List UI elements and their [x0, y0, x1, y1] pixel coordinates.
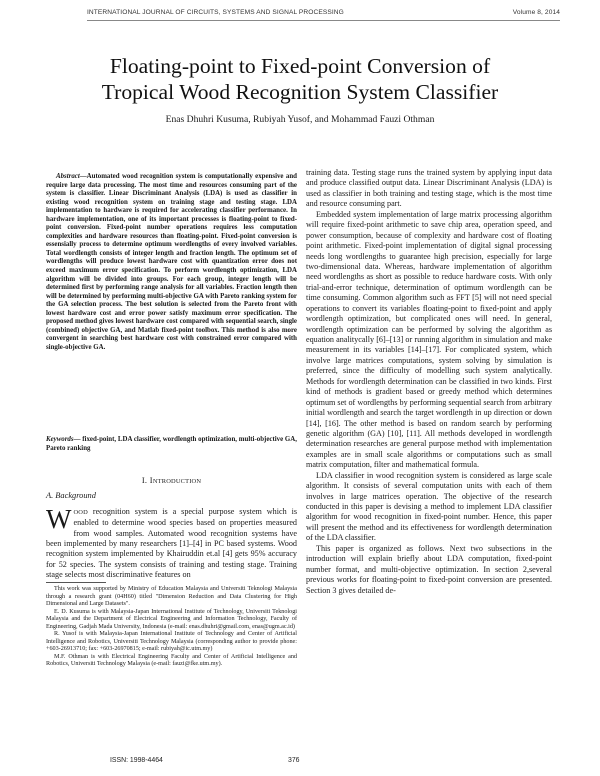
body-paragraph: This paper is organized as follows. Next two subsections in the introduction will explain briefly about LDA computation, fixed-point number format, and multi-objective optimization. In section 2,several previous works for floating-point to fixed-point conversion are presented. Section 3 gives detailed de- [306, 543, 552, 595]
section-number: I. [141, 476, 148, 485]
header-rule [87, 20, 560, 21]
title-line-1: Floating-point to Fixed-point Conversion of [109, 54, 491, 78]
footnote-funding: This work was supported by Ministry of Education Malaysia and Universiti Teknologi Malaysia through a research grant (04H60) titled "Dimension Reduction and Data Clustering for High Dimensional and Large Datasets". [46, 586, 297, 608]
abstract [46, 173, 297, 352]
keywords-label: Keywords [46, 436, 74, 443]
journal-name: INTERNATIONAL JOURNAL OF CIRCUITS, SYSTEMS AND SIGNAL PROCESSING [87, 9, 344, 16]
intro-lead: OOD [73, 509, 88, 516]
body-paragraph: Embedded system implementation of large matrix processing algorithm will require fixed-point arithmetic to save chip area, operation speed, and power consumption, because of complexity and hardware cost of floating point arithmetic. Fixed-point implementation of digital signal processing needs long wordlengths to guarantee high precision, especially for large two-dimensional data. Whereas, hardware implementation of algorithm need wordlengths as short as possible to reduce hardware costs. With only trial-and-error technique, determination of optimum wordlength can be time consuming. Common algorithm such as FFT [5] will not need special operations to convert its variables floating-point to fixed-point and apply wordlength optimization, but complicated ones will need. In general, wordlength optimization can be performed by solving the algorithm as equation analitycally [6]–[13] or running algorithm in simulation and make measurement in its variables [14]–[17]. For complicated system, which involve large matrices computations, system solving by simulation is preferred, since the difficulty of modelling such system analytically. Methods for wordlength determination can be classified in two kinds. First kind of methods is gradient based or greedy method which determines optimum set of wordlengths by performing sequential search from arbitrary initial wordlength and search the target wordlength in up direction or down [14], [16]. The other method is based on random search by performing genetic algorithm (GA) [10], [11]. All methods developed in wordlength determination researches are general purpose method with implementation examples are in small scale algorithms or computations such as small matrix computation, filter and mathematical formula. [306, 209, 552, 470]
paper-title [60, 53, 540, 105]
abstract-label: Abstract [56, 173, 80, 180]
footnote-rule [46, 582, 106, 583]
footnote-author-1: E. D. Kusuma is with Malaysia-Japan International Institute of Technology, Universiti Teknologi Malaysia and the Department of Electrical Engineering and Information Technology, Faculty of Engineering, Gadjah Mada University, Indonesia (e-mail: enas.dhuhri@gmail.com, enas@ugm.ac.id) [46, 608, 297, 630]
footnote-author-2: R. Yusof is with Malaysia-Japan International Institute of Technology and Center of Artificial Intelligence and Robotics, Universiti Technology Malaysia (corresponding author to provide phone: +603-26913710; fax: +603-26970815; e-mail: rubiyah@ic.utm.my) [46, 631, 297, 653]
right-column [306, 168, 552, 596]
keywords [46, 436, 297, 453]
intro-text: recognition system is a special purpose system which is enabled to determine wood species based on properties measured from wood samples. Automated wood recognition systems have been implemented by many researchers [1]–[4] in PC based systems. Wood recognition system implemented by Khairuddin et.al [4] gets 95% accuracy for 52 species. The system consists of training and testing stage. Training stage selects most discriminative features on [46, 507, 297, 580]
footnotes [46, 586, 297, 669]
volume-label: Volume 8, 2014 [512, 9, 560, 16]
abstract-text: —Automated wood recognition system is computationally expensive and require large data processing. The most time and resources consuming part of the system is classifier. Linear Discriminant Analysis (LDA) is used as classifier in existing wood recognition system on training stage and testing stage. LDA implementation to hardware is required for accelerating classifier performance. In hardware implementation, one of its important processes is floating-point to fixed-point conversion. Fixed-point number operations requires less computation complexities and hardware resources than floating-point. Fixed-point conversion is essensially process to determine optimum wordlengths of every involved variables. Total wordlength consists of integer length and fraction length. The optimum set of wordlengths will produce lowest hardware cost with quantization error does not exceed maximum error specification. To perform wordlength optimization, LDA algorithm will be divided into groups. For each group, integer length will be determined first by performing range analysis for all variables. Fraction length then will be determined by performing multi-objective GA with Pareto ranking system for the GA selection process. The best solution is selected from the Pareto front with lowest hardware cost and error power satisfy maximum error specification. The proposed method gives lowest hardware cost compared with sequential search, single (combined) objective GA, and Matlab fixed-point toolbox. This method is also more convergent in searching best hardware cost with constrained error compared with single-objective GA. [46, 173, 297, 351]
issn: ISSN: 1998-4464 [110, 757, 163, 764]
section-heading [46, 476, 297, 485]
intro-paragraph [46, 504, 297, 580]
subsection-heading: A. Background [46, 491, 96, 500]
section-title-rest: NTRODUCTION [152, 478, 202, 485]
body-paragraph: training data. Testing stage runs the trained system by applying input data and produce classified output data. Linear Discriminant Analysis (LDA) is used as classifier in both training and testing stage, which is the most time and resource consuming part. [306, 168, 552, 209]
drop-cap: W [46, 504, 72, 534]
page-number: 376 [288, 757, 300, 764]
title-line-2: Tropical Wood Recognition System Classifier [101, 80, 499, 104]
section-title-initial: I [149, 476, 153, 485]
keywords-text: — fixed-point, LDA classifier, wordlength optimization, multi-objective GA, Pareto ranking [46, 436, 297, 452]
footnote-author-3: M.F. Othman is with Electrical Engineering Faculty and Center of Artificial Intelligence and Robotics, Universiti Technology Malaysia (e-mail: fauzi@fke.utm.my). [46, 653, 297, 668]
author-list: Enas Dhuhri Kusuma, Rubiyah Yusof, and Mohammad Fauzi Othman [165, 114, 435, 125]
body-paragraph: LDA classifier in wood recognition system is considered as large scale algorithm. It consists of several computation units with each of them involves in large matrices operation. The objective of the research conducted in this paper is devising a method to implement LDA classifier algorithm for wood recognition in fixed-point number. Hence, this paper will present the method and its effectiveness for wordlength determination of the LDA classifier. [306, 470, 552, 543]
